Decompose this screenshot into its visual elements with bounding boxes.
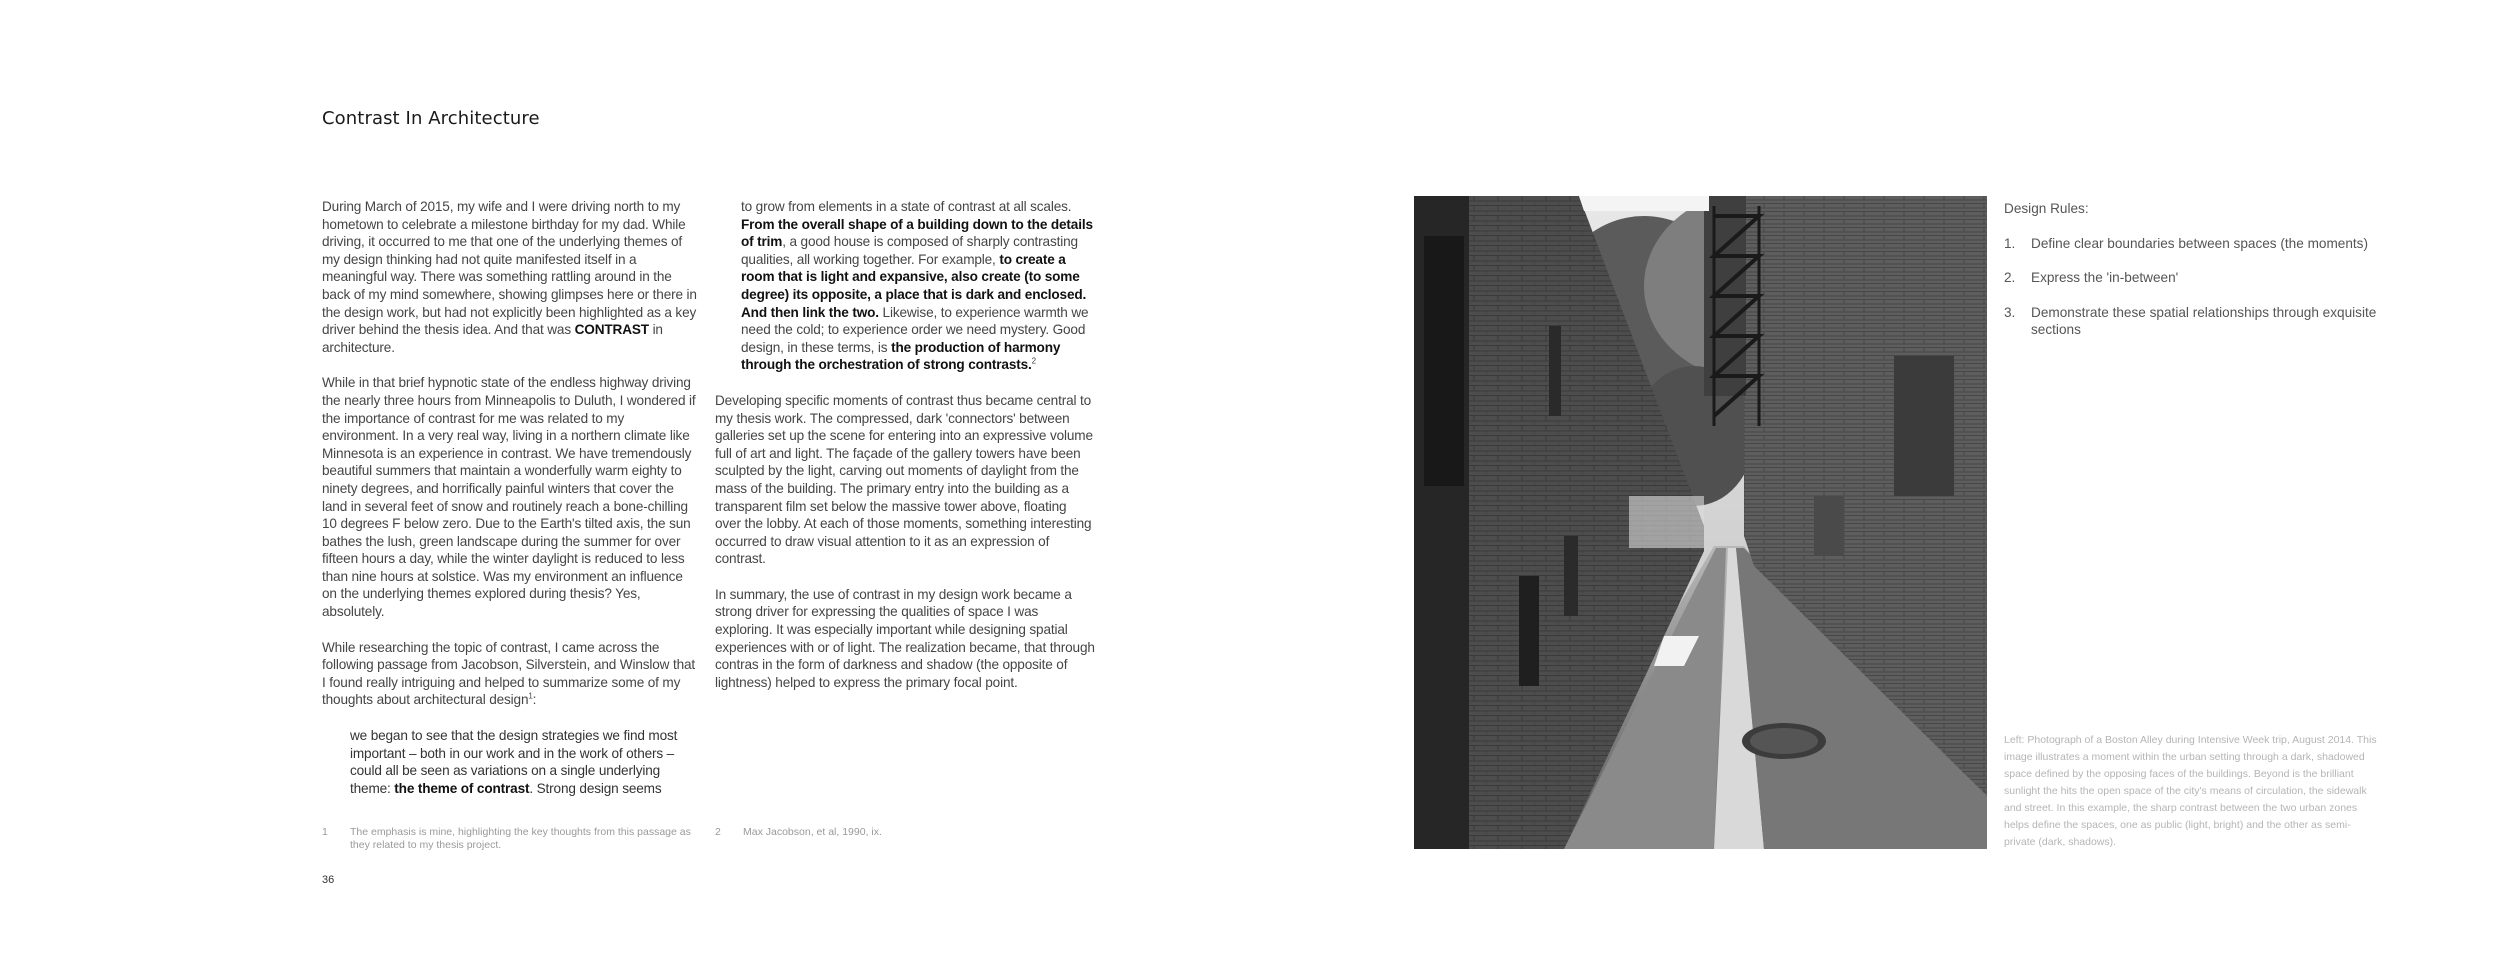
block-quote-continued: to grow from elements in a state of contrast at all scales. From the overall shape of a building down to the details of trim, a good house is composed of sharply contrasting qualities, all working together. For example, to create a room that is light and expansive, also create (to some degree) its opposite, a place that is dark and enclosed. And then link the two. Likewise, to experience warmth we need the cold; to experience order we need mystery. Good design, in these terms, is the production of harmony through the orchestration of strong contrasts.$^2$: [741, 199, 1093, 373]
design-rule-item: 2. Express the 'in-between': [2004, 270, 2179, 286]
design-rule-item: 1. Define clear boundaries between spaces (the moments): [2004, 235, 2369, 251]
design-rule-item: 3. Demonstrate these spatial relationships through exquisite sections: [2004, 304, 2377, 338]
footnote-2: 2 Max Jacobson, et al, 1990, ix.: [715, 826, 882, 838]
text-column-left: [322, 198, 700, 797]
paragraph-thesis-contrast: Developing specific moments of contrast thus became central to my thesis work. The compressed, dark 'connectors' between galleries set up the scene for entering into an expressive volume full of art and light. The façade of the gallery towers have been sculpted by the light, carving out moments of daylight from the mass of the building. The primary entry into the building as a transparent film set below the massive tower above, floating over the lobby. At each of those moments, something interesting occurred to draw visual attention to it as an expression of contrast.: [715, 392, 1093, 567]
photo-caption: Left: Photograph of a Boston Alley during Intensive Week trip, August 2014. This image illustrates a moment within the urban setting through a dark, shadowed space defined by the opposing faces of the buildings. Beyond is the brilliant sunlight the hits the open space of the city's means of circulation, the sidewalk and street. In this example, the sharp contrast between the two urban zones helps define the spaces, one as public (light, bright) and the other as semi-private (dark, shadows).: [2004, 734, 2377, 848]
page-number: 36: [322, 874, 335, 886]
boston-alley-photo: [1414, 196, 1987, 849]
contrast-emphasis: CONTRAST: [574, 322, 649, 338]
text-column-right: [715, 198, 1095, 709]
footnote-ref-1: 1: [528, 691, 533, 701]
paragraph-research: While researching the topic of contrast, I came across the following passage from Jacobson, Silverstein, and Winslow that I found really intriguing and helped to summarize some of my thoughts about architectural design$^1$:: [322, 639, 696, 708]
footnote-1: 1 The emphasis is mine, highlighting the key thoughts from this passage as they related to my thesis project.: [322, 826, 691, 851]
footnote-ref-2: 2: [1031, 356, 1036, 366]
paragraph-minnesota: While in that brief hypnotic state of the endless highway driving the nearly three hours from Minneapolis to Duluth, I wondered if the importance of contrast for me was related to my environment. In a very real way, living in a northern climate like Minnesota is an experience in contrast. We have tremendously beautiful summers that maintain a wonderfully warm eighty to ninety degrees, and horrifically painful winters that cover the land in several feet of snow and routinely reach a bone-chilling 10 degrees F below zero. Due to the Earth's tilted axis, the sun bathes the lush, green landscape during the summer for over fifteen hours a day, while the winter daylight is reduced to less than nine hours at solstice. Was my environment an influence on the underlying themes explored during thesis? Yes, absolutely.: [322, 375, 696, 620]
design-rules-list: [2004, 235, 2404, 339]
paragraph-summary: In summary, the use of contrast in my design work became a strong driver for expressing the qualities of space I was exploring. It was especially important while designing spatial experiences with or of light. The realization became, that through contras in the form of darkness and shadow (the opposite of lightness) helped to express the primary focal point.: [715, 586, 1095, 690]
design-rules-title: Design Rules:: [2004, 201, 2089, 216]
page-title: Contrast In Architecture: [322, 108, 540, 129]
paragraph-intro: During March of 2015, my wife and I were driving north to my hometown to celebrate a milestone birthday for my dad. While driving, it occurred to me that one of the underlying themes of my design thinking had not quite manifested itself in a meaningful way. There was something rattling around in the back of my mind somewhere, showing glimpses here or there in the design work, but had not explicitly been highlighted as a key driver behind the thesis idea. And that was CONTRAST in architecture.: [322, 199, 697, 355]
design-rules: [2004, 200, 2404, 356]
block-quote-start: we began to see that the design strategies we find most important – both in our work and in the work of others – could all be seen as variations on a single underlying theme: the theme of contrast. Strong design seems: [350, 728, 678, 796]
